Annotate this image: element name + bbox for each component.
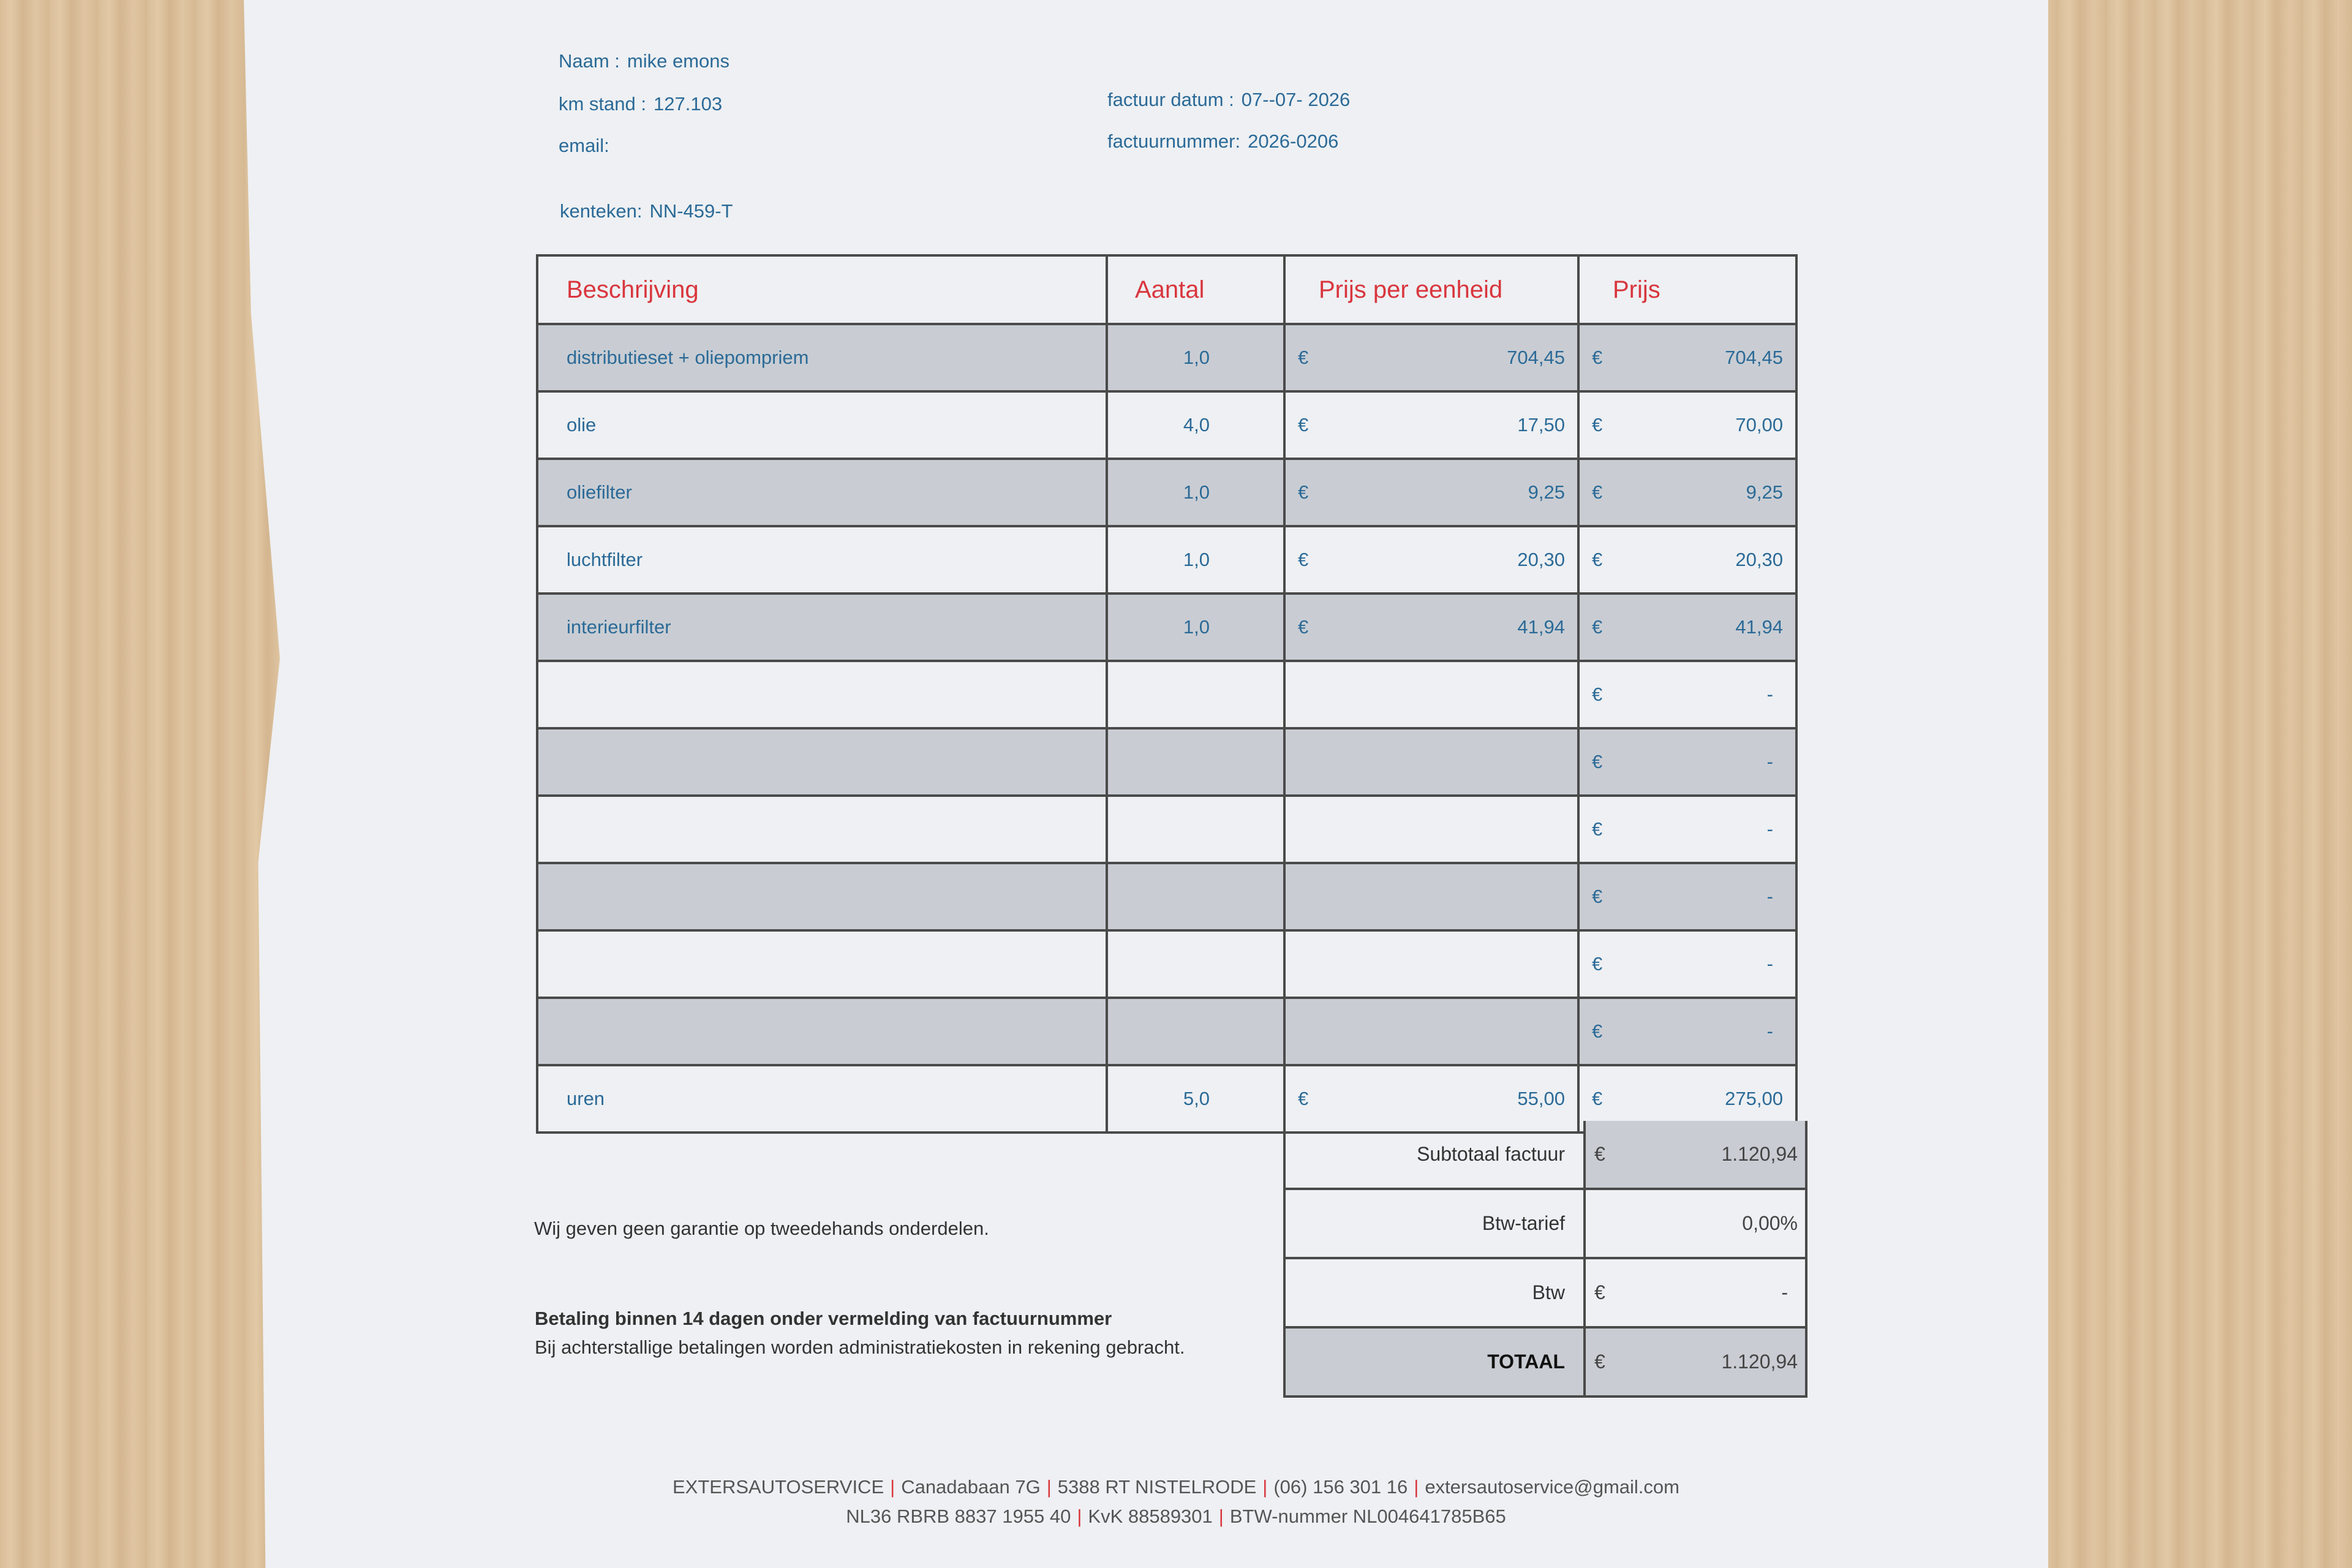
subtotal-value: 1.120,94 bbox=[1721, 1143, 1798, 1165]
vat-value: - bbox=[1781, 1281, 1788, 1303]
col-price: Prijs bbox=[1613, 276, 1660, 303]
row-price bbox=[1580, 864, 1795, 929]
invoice-date bbox=[1107, 89, 1350, 111]
km-stand bbox=[559, 93, 722, 115]
footer-line-2: NL36 RBRB 8837 1955 40 | KvK 88589301 | BTW-nummer NL004641785B65 bbox=[846, 1506, 1506, 1527]
footer-postal: 5388 RT NISTELRODE bbox=[1057, 1476, 1257, 1498]
table-row-empty bbox=[536, 932, 1798, 999]
empty-cell bbox=[1286, 797, 1580, 862]
empty-cell bbox=[1286, 864, 1580, 929]
dash: - bbox=[1766, 751, 1773, 772]
price-value: 70,00 bbox=[1735, 414, 1783, 435]
euro-sign: € bbox=[1592, 1020, 1603, 1042]
row-description: olie bbox=[538, 393, 1108, 458]
km-value: 127.103 bbox=[654, 93, 723, 115]
empty-cell bbox=[1108, 662, 1286, 727]
table-row-empty bbox=[536, 662, 1798, 729]
table-row-empty bbox=[536, 797, 1798, 864]
date-value: 07--07- 2026 bbox=[1241, 89, 1351, 110]
empty-cell bbox=[538, 864, 1108, 929]
unit-value: 704,45 bbox=[1507, 347, 1565, 368]
table-header-row bbox=[536, 254, 1798, 325]
euro-sign: € bbox=[1298, 481, 1309, 503]
table-row-empty bbox=[536, 729, 1798, 797]
row-unit-price bbox=[1286, 460, 1580, 525]
table-row bbox=[536, 325, 1798, 393]
totals-table bbox=[1283, 1121, 1807, 1398]
dash: - bbox=[1766, 684, 1773, 705]
euro-sign: € bbox=[1298, 549, 1309, 570]
price-value: 9,25 bbox=[1746, 481, 1783, 503]
price-value: 704,45 bbox=[1725, 347, 1783, 368]
row-price bbox=[1580, 999, 1795, 1064]
euro-sign: € bbox=[1592, 953, 1603, 974]
footer-email: extersautoservice@gmail.com bbox=[1425, 1476, 1679, 1498]
footer-address: Canadabaan 7G bbox=[901, 1476, 1041, 1498]
empty-cell bbox=[1108, 729, 1286, 794]
subtotal-row bbox=[1283, 1121, 1807, 1190]
row-unit-price bbox=[1286, 527, 1580, 592]
unit-value: 55,00 bbox=[1517, 1088, 1565, 1109]
euro-sign: € bbox=[1594, 1281, 1605, 1303]
vat-value-cell bbox=[1586, 1259, 1805, 1326]
row-price bbox=[1580, 797, 1795, 862]
row-unit-price bbox=[1286, 393, 1580, 458]
footer-kvk: KvK 88589301 bbox=[1088, 1506, 1213, 1527]
km-label: km stand : bbox=[559, 93, 646, 115]
euro-sign: € bbox=[1592, 818, 1603, 840]
row-description: luchtfilter bbox=[538, 527, 1108, 592]
row-unit-price bbox=[1286, 325, 1580, 390]
row-quantity: 1,0 bbox=[1108, 595, 1286, 660]
row-quantity: 1,0 bbox=[1108, 325, 1286, 390]
warranty-note: Wij geven geen garantie op tweedehands onderdelen. bbox=[534, 1218, 989, 1239]
row-quantity: 5,0 bbox=[1108, 1066, 1286, 1131]
vat-rate-label: Btw-tarief bbox=[1286, 1190, 1586, 1257]
payment-terms-text: Bij achterstallige betalingen worden administratiekosten in rekening gebracht. bbox=[535, 1336, 1185, 1358]
vat-rate-value: 0,00% bbox=[1742, 1212, 1798, 1234]
empty-cell bbox=[538, 797, 1108, 862]
row-price bbox=[1580, 729, 1795, 794]
vat-rate-row bbox=[1283, 1190, 1807, 1259]
dash: - bbox=[1766, 1020, 1773, 1042]
empty-cell bbox=[1108, 999, 1286, 1064]
col-unit-price: Prijs per eenheid bbox=[1286, 257, 1580, 323]
unit-value: 20,30 bbox=[1517, 549, 1565, 570]
euro-sign: € bbox=[1592, 1088, 1603, 1109]
table-row-empty bbox=[536, 999, 1798, 1066]
license-plate bbox=[560, 200, 733, 222]
empty-cell bbox=[538, 999, 1108, 1064]
euro-sign: € bbox=[1592, 616, 1603, 638]
row-description: uren bbox=[538, 1066, 1108, 1131]
empty-cell bbox=[1286, 662, 1580, 727]
footer-phone: (06) 156 301 16 bbox=[1273, 1476, 1408, 1498]
empty-cell bbox=[538, 662, 1108, 727]
vat-row bbox=[1283, 1259, 1807, 1329]
name-value: mike emons bbox=[627, 50, 730, 72]
name-label: Naam : bbox=[559, 50, 620, 72]
unit-value: 41,94 bbox=[1517, 616, 1565, 638]
total-value: 1.120,94 bbox=[1721, 1351, 1798, 1373]
row-price bbox=[1580, 393, 1795, 458]
row-price bbox=[1580, 595, 1795, 660]
row-price bbox=[1580, 325, 1795, 390]
unit-value: 9,25 bbox=[1528, 481, 1565, 503]
subtotal-label: Subtotaal factuur bbox=[1286, 1121, 1586, 1188]
row-quantity: 1,0 bbox=[1108, 460, 1286, 525]
unit-value: 17,50 bbox=[1517, 414, 1565, 435]
footer-iban: NL36 RBRB 8837 1955 40 bbox=[846, 1506, 1071, 1527]
dash: - bbox=[1766, 953, 1773, 974]
payment-terms-bold: Betaling binnen 14 dagen onder vermelding van factuurnummer bbox=[535, 1308, 1112, 1329]
euro-sign: € bbox=[1594, 1351, 1605, 1373]
footer-btw: BTW-nummer NL004641785B65 bbox=[1229, 1506, 1506, 1527]
row-description: interieurfilter bbox=[538, 595, 1108, 660]
total-row bbox=[1283, 1329, 1807, 1398]
invoice-table bbox=[536, 254, 1798, 1134]
row-price bbox=[1580, 527, 1795, 592]
empty-cell bbox=[1108, 797, 1286, 862]
price-value: 20,30 bbox=[1735, 549, 1783, 570]
row-price bbox=[1580, 662, 1795, 727]
empty-cell bbox=[538, 729, 1108, 794]
table-row bbox=[536, 595, 1798, 662]
row-quantity: 1,0 bbox=[1108, 527, 1286, 592]
euro-sign: € bbox=[1592, 481, 1603, 503]
row-price bbox=[1580, 460, 1795, 525]
total-value-cell bbox=[1586, 1329, 1805, 1395]
table-row bbox=[536, 460, 1798, 527]
euro-sign: € bbox=[1298, 347, 1309, 368]
row-quantity: 4,0 bbox=[1108, 393, 1286, 458]
footer-line-1: EXTERSAUTOSERVICE | Canadabaan 7G | 5388 RT NISTELRODE | (06) 156 301 16 | extersautoservice@gmail.com bbox=[673, 1476, 1679, 1498]
euro-sign: € bbox=[1592, 684, 1603, 705]
euro-sign: € bbox=[1298, 616, 1309, 638]
customer-name bbox=[559, 50, 729, 72]
vat-rate-value-cell bbox=[1586, 1190, 1805, 1257]
invoice-number-value: 2026-0206 bbox=[1248, 130, 1339, 152]
email bbox=[559, 135, 609, 157]
euro-sign: € bbox=[1592, 751, 1603, 772]
empty-cell bbox=[1108, 932, 1286, 997]
euro-sign: € bbox=[1592, 886, 1603, 907]
row-description: distributieset + oliepompriem bbox=[538, 325, 1108, 390]
empty-cell bbox=[1286, 999, 1580, 1064]
empty-cell bbox=[538, 932, 1108, 997]
vat-label: Btw bbox=[1286, 1259, 1586, 1326]
euro-sign: € bbox=[1594, 1143, 1605, 1165]
dash: - bbox=[1766, 818, 1773, 840]
row-price bbox=[1580, 932, 1795, 997]
email-label: email: bbox=[559, 135, 609, 156]
euro-sign: € bbox=[1592, 347, 1603, 368]
date-label: factuur datum : bbox=[1107, 89, 1234, 110]
table-row-empty bbox=[536, 864, 1798, 932]
total-label: TOTAAL bbox=[1286, 1329, 1586, 1395]
euro-sign: € bbox=[1592, 549, 1603, 570]
row-description: oliefilter bbox=[538, 460, 1108, 525]
dash: - bbox=[1766, 886, 1773, 907]
plate-label: kenteken: bbox=[560, 200, 643, 222]
plate-value: NN-459-T bbox=[649, 200, 733, 222]
table-row bbox=[536, 527, 1798, 595]
empty-cell bbox=[1108, 864, 1286, 929]
table-row bbox=[536, 393, 1798, 460]
euro-sign: € bbox=[1298, 1088, 1309, 1109]
col-description: Beschrijving bbox=[538, 257, 1108, 323]
price-value: 41,94 bbox=[1735, 616, 1783, 638]
invoice-number bbox=[1107, 130, 1338, 153]
footer-company: EXTERSAUTOSERVICE bbox=[673, 1476, 884, 1498]
price-value: 275,00 bbox=[1725, 1088, 1783, 1109]
empty-cell bbox=[1286, 729, 1580, 794]
row-unit-price bbox=[1286, 595, 1580, 660]
euro-sign: € bbox=[1592, 414, 1603, 435]
empty-cell bbox=[1286, 932, 1580, 997]
euro-sign: € bbox=[1298, 414, 1309, 435]
invoice-number-label: factuurnummer: bbox=[1107, 130, 1241, 152]
subtotal-value-cell bbox=[1586, 1121, 1805, 1188]
col-quantity: Aantal bbox=[1108, 257, 1286, 323]
